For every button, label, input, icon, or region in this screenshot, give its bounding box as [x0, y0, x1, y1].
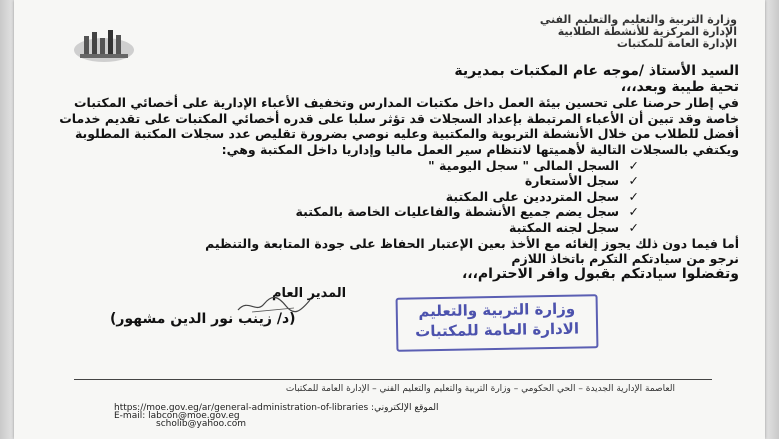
list-item: ✓سجل الأستعارة: [524, 173, 639, 189]
checkmark-icon: ✓: [628, 173, 639, 189]
letter-note: أما فيما دون ذلك يجوز إلغائه مع الأخذ بعين الإعتبار الحفاظ على جودة المتابعة والتنظيم: [205, 235, 739, 251]
official-stamp: [396, 294, 599, 352]
checkmark-icon: ✓: [628, 157, 639, 173]
letter-body: [39, 64, 739, 282]
footer-email: E-mail: labcon@moe.gov.eg: [114, 411, 240, 421]
letter-greeting: تحية طيبة وبعد،،،: [620, 78, 739, 95]
list-item: ✓سجل لجنه المكتبة: [509, 219, 639, 235]
footer-website: https://moe.gov.eg/ar/general-administration-of-libraries :الموقع الإلكتروني: [114, 403, 439, 413]
records-list: [39, 158, 639, 236]
stamp-line-ministry: وزارة التربية والتعليم: [418, 299, 576, 321]
letterhead-general-admin: الإدارة العامة للمكتبات: [616, 37, 737, 50]
page-edge-right: [765, 0, 779, 439]
checkmark-icon: ✓: [628, 188, 639, 204]
letterhead-central-admin: الإدارة المركزية للأنشطة الطلابية: [557, 25, 737, 38]
checkmark-icon: ✓: [628, 204, 639, 220]
letterhead-ministry: وزارة التربية والتعليم والتعليم الفني: [539, 13, 737, 26]
document-page: [14, 0, 765, 439]
footer-address: العاصمة الإدارية الجديدة – الحي الحكومي – وزارة التربية والتعليم والتعليم الفني – الإدارة العامة للمكتبات: [285, 384, 675, 394]
checkmark-icon: ✓: [628, 219, 639, 235]
letter-closing: وتفضلوا سيادتكم بقبول وافر الاحترام،،،: [461, 265, 739, 282]
signatory-title: المدير العام: [272, 286, 347, 301]
letter-paragraph: في إطار حرصنا على تحسين بيئة العمل داخل مكتبات المدارس وتخفيف الأعباء الإدارية على أخصائي المكتبات خاصة وقد تبين أن الأعباء المرتبطة بإعداد السجلات قد تؤثر سلبا على قدره أخصائي المكتبات على تقديم خدمات أفضل للطلاب من خلال الأنشطة التربوية والمكتبية وعليه نوصي بضرورة تقليص عدد سجلات المكتبة المطلوبة ويكتفي بالسجلات التالية لأهميتها لانتظام سير العمل ماليا وإداريا داخل المكتبة وهي:: [59, 95, 739, 157]
list-item: ✓السجل المالى " سجل اليومية ": [428, 157, 639, 173]
footer-email-secondary: scholib@yahoo.com: [156, 419, 247, 429]
letter-request: نرجو من سيادتكم التكرم باتخاذ اللازم: [511, 251, 739, 267]
letter-addressee: السيد الأستاذ /موجه عام المكتبات بمديرية: [454, 63, 739, 79]
stamp-line-admin: الادارة العامة للمكتبات: [415, 319, 580, 341]
page-edge-left: [0, 0, 14, 439]
footer-divider: [74, 379, 712, 380]
letterhead: [540, 14, 737, 50]
ministry-logo-icon: [70, 26, 138, 64]
list-item: ✓سجل المترددين على المكتبة: [445, 188, 639, 204]
signatory-name: (د/ زينب نور الدين مشهور): [110, 311, 296, 327]
list-item: ✓سجل يضم جميع الأنشطة والفاعليات الخاصة بالمكتبة: [295, 204, 639, 220]
